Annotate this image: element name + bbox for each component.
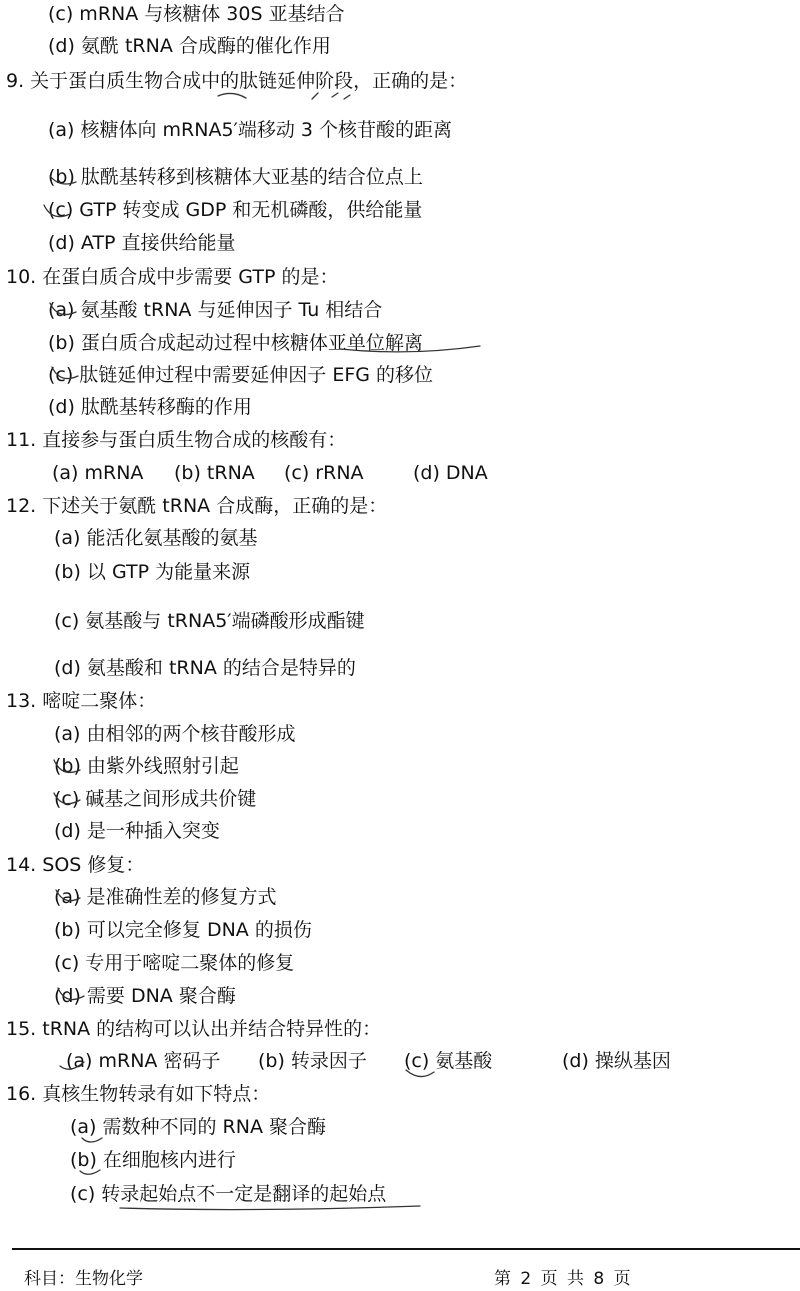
q9-option-b: (b) 肽酰基转移到核糖体大亚基的结合位点上 — [48, 166, 423, 188]
question-10: 10. 在蛋白质合成中步需要 GTP 的是： — [6, 266, 339, 288]
q15-option-d: (d) 操纵基因 — [562, 1050, 671, 1072]
q9-option-c: (c) GTP 转变成 GDP 和无机磷酸，供给能量 — [48, 199, 423, 221]
q14-option-b: (b) 可以完全修复 DNA 的损伤 — [54, 919, 312, 941]
q14-option-a: (a) 是准确性差的修复方式 — [54, 886, 277, 908]
q16-option-c: (c) 转录起始点不一定是翻译的起始点 — [70, 1183, 387, 1205]
q15-option-a: (a) mRNA 密码子 — [66, 1050, 221, 1072]
q11-option-d: (d) DNA — [413, 462, 488, 484]
q16-option-a: (a) 需数种不同的 RNA 聚合酶 — [70, 1116, 326, 1138]
q12-option-d: (d) 氨基酸和 tRNA 的结合是特异的 — [54, 657, 356, 679]
q12-option-b: (b) 以 GTP 为能量来源 — [54, 561, 251, 583]
q9-option-d: (d) ATP 直接供给能量 — [48, 232, 236, 254]
q15-option-c: (c) 氨基酸 — [404, 1050, 493, 1072]
footer-page-number: 第 2 页 共 8 页 — [494, 1269, 633, 1289]
q13-option-d: (d) 是一种插入突变 — [54, 820, 220, 842]
q11-option-b: (b) tRNA — [174, 462, 255, 484]
q8-option-c: (c) mRNA 与核糖体 30S 亚基结合 — [48, 3, 345, 25]
question-14: 14. SOS 修复： — [6, 854, 145, 876]
q15-option-b: (b) 转录因子 — [258, 1050, 367, 1072]
q13-option-b: (b) 由紫外线照射引起 — [54, 755, 239, 777]
underline-mark — [120, 1206, 420, 1210]
q14-option-d: (d) 需要 DNA 聚合酶 — [54, 985, 236, 1007]
q13-option-c: (c) 碱基之间形成共价键 — [54, 788, 257, 810]
q11-option-c: (c) rRNA — [284, 462, 364, 484]
q10-option-d: (d) 肽酰基转移酶的作用 — [48, 396, 252, 418]
q12-option-a: (a) 能活化氨基酸的氨基 — [54, 527, 258, 549]
question-9: 9. 关于蛋白质生物合成中的肽链延伸阶段，正确的是： — [6, 70, 468, 92]
q10-option-b: (b) 蛋白质合成起动过程中核糖体亚单位解离 — [48, 332, 423, 354]
pencil-mark — [218, 93, 246, 98]
question-12: 12. 下述关于氨酰 tRNA 合成酶，正确的是： — [6, 495, 388, 517]
question-13: 13. 嘧啶二聚体： — [6, 690, 157, 712]
q13-option-a: (a) 由相邻的两个核苷酸形成 — [54, 723, 296, 745]
question-11: 11. 直接参与蛋白质生物合成的核酸有： — [6, 429, 347, 451]
question-16: 16. 真核生物转录有如下特点： — [6, 1083, 271, 1105]
question-15: 15. tRNA 的结构可以认出并结合特异性的： — [6, 1018, 382, 1040]
pencil-mark — [312, 93, 350, 99]
footer-subject: 科目：生物化学 — [24, 1269, 143, 1289]
q14-option-c: (c) 专用于嘧啶二聚体的修复 — [54, 952, 295, 974]
q12-option-c: (c) 氨基酸与 tRNA5′端磷酸形成酯键 — [54, 610, 365, 632]
q11-option-a: (a) mRNA — [52, 462, 144, 484]
q8-option-d: (d) 氨酰 tRNA 合成酶的催化作用 — [48, 35, 331, 57]
footer-divider — [12, 1248, 800, 1250]
q10-option-a: (a) 氨基酸 tRNA 与延伸因子 Tu 相结合 — [48, 299, 383, 321]
q10-option-c: (c) 肽链延伸过程中需要延伸因子 EFG 的移位 — [48, 364, 434, 386]
q16-option-b: (b) 在细胞核内进行 — [70, 1149, 236, 1171]
q9-option-a: (a) 核糖体向 mRNA5′端移动 3 个核苷酸的距离 — [48, 119, 453, 141]
